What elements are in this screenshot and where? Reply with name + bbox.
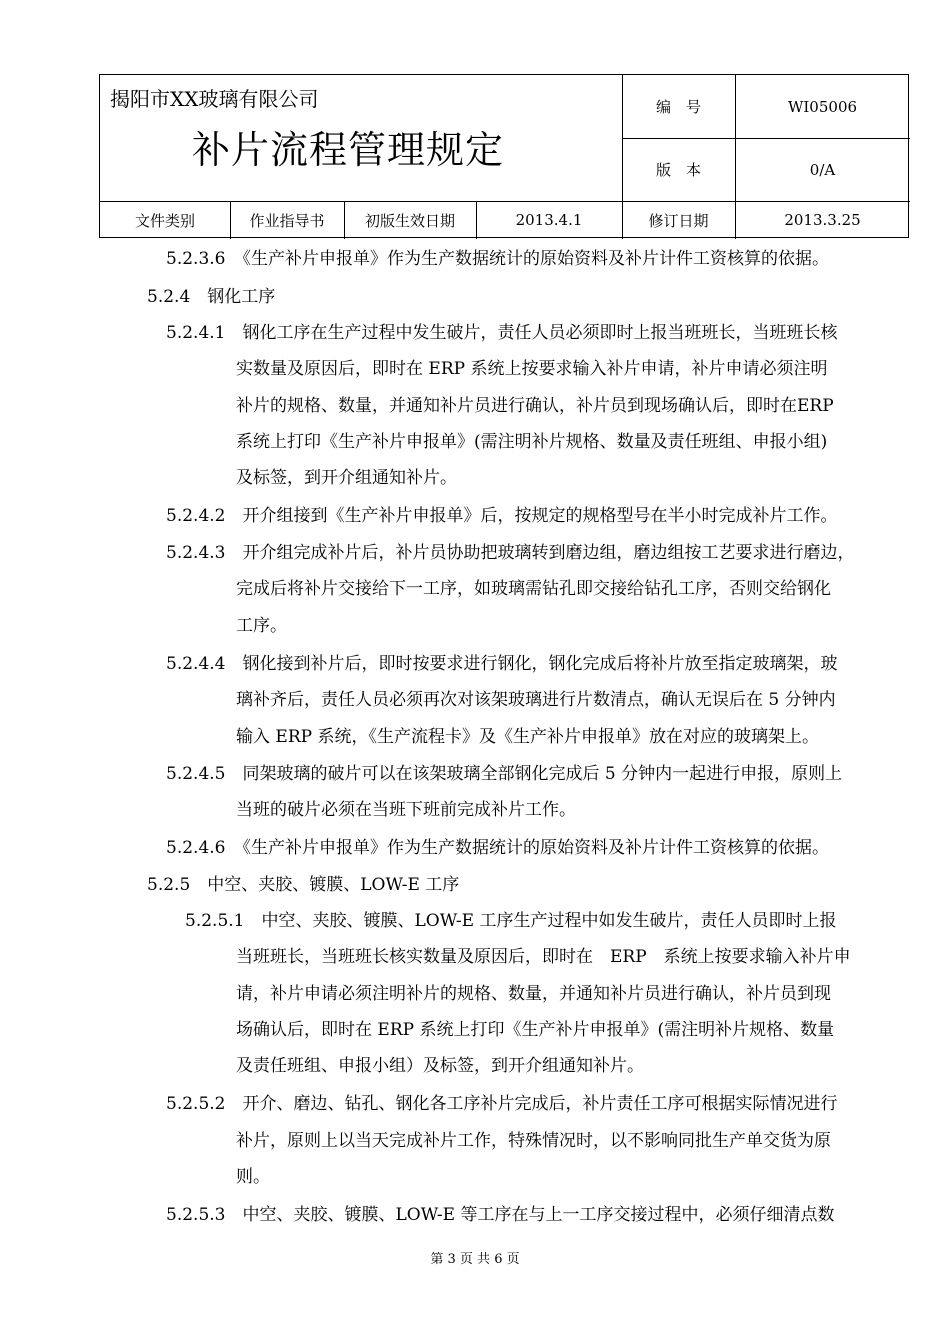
company-name: 揭阳市XX玻璃有限公司 [110,87,319,111]
paragraph-line: 5.2.3.6 《生产补片申报单》作为生产数据统计的原始资料及补片计件工资核算的依据。 [166,249,829,269]
paragraph-line: 则。 [236,1167,270,1187]
paragraph-line: 系统上打印《生产补片申报单》(需注明补片规格、数量及责任班组、申报小组) [236,432,828,452]
paragraph-line: 当班班长，当班班长核实数量及原因后，即时在 ERP 系统上按要求输入补片申 [236,947,851,967]
paragraph-line: 完成后将补片交接给下一工序，如玻璃需钻孔即交接给钻孔工序，否则交给钢化 [236,579,831,599]
paragraph-line: 补片的规格、数量，并通知补片员进行确认，补片员到现场确认后，即时在ERP [236,396,834,416]
paragraph-line: 及标签，到开介组通知补片。 [236,468,457,488]
paragraph-line: 5.2.4.6 《生产补片申报单》作为生产数据统计的原始资料及补片计件工资核算的依据。 [166,838,829,858]
paragraph-line: 5.2.4.3 开介组完成补片后，补片员协助把玻璃转到磨边组，磨边组按工艺要求进行磨边， [166,543,855,563]
effective-date-value: 2013.4.1 [515,211,583,229]
category-label: 文件类别 [134,211,195,230]
paragraph-line: 5.2.4.2 开介组接到《生产补片申报单》后，按规定的规格型号在半小时完成补片工作。 [166,506,838,526]
category-value: 作业指导书 [249,211,325,230]
version-value: 0/A [809,160,836,179]
paragraph-line: 璃补齐后，责任人员必须再次对该架玻璃进行片数清点，确认无误后在 5 分钟内 [236,690,836,710]
page-number-footer: 第 3 页 共 6 页 [430,1252,520,1267]
paragraph-line: 5.2.5.2 开介、磨边、钻孔、钢化各工序补片完成后，补片责任工序可根据实际情况进行 [166,1094,838,1114]
paragraph-line: 5.2.4.1 钢化工序在生产过程中发生破片，责任人员必须即时上报当班班长，当班班长核 [166,323,838,343]
document-title: 补片流程管理规定 [192,128,505,172]
paragraph-line: 5.2.4.5 同架玻璃的破片可以在该架玻璃全部钢化完成后 5 分钟内一起进行申报，原则上 [166,764,843,784]
section-heading: 5.2.5 中空、夹胶、镀膜、LOW-E 工序 [147,875,460,895]
code-value: WI05006 [787,97,858,116]
paragraph-line: 及责任班组、申报小组）及标签，到开介组通知补片。 [236,1056,644,1076]
code-label: 编 号 [655,98,701,116]
paragraph-line: 5.2.4.4 钢化接到补片后，即时按要求进行钢化，钢化完成后将补片放至指定玻璃架，玻 [166,654,838,674]
paragraph-line: 输入 ERP 系统，《生产流程卡》及《生产补片申报单》放在对应的玻璃架上。 [236,727,819,747]
effective-date-label: 初版生效日期 [364,211,455,230]
paragraph-line: 补片，原则上以当天完成补片工作，特殊情况时，以不影响同批生产单交货为原 [236,1131,831,1151]
paragraph-line: 场确认后，即时在 ERP 系统上打印《生产补片申报单》(需注明补片规格、数量 [236,1020,835,1040]
paragraph-line: 实数量及原因后，即时在 ERP 系统上按要求输入补片申请，补片申请必须注明 [236,359,828,379]
paragraph-line: 5.2.5.3 中空、夹胶、镀膜、LOW-E 等工序在与上一工序交接过程中，必须仔细清点数 [166,1205,835,1225]
section-heading: 5.2.4 钢化工序 [147,287,276,307]
document-header-table [99,74,909,238]
revision-date-value: 2013.3.25 [784,211,861,229]
paragraph-line: 请，补片申请必须注明补片的规格、数量，并通知补片员进行确认，补片员到现 [236,984,831,1004]
paragraph-line: 当班的破片必须在当班下班前完成补片工作。 [236,800,576,820]
paragraph-line: 工序。 [236,616,287,636]
version-label: 版 本 [655,161,701,179]
revision-date-label: 修订日期 [648,211,709,230]
paragraph-line: 5.2.5.1 中空、夹胶、镀膜、LOW-E 工序生产过程中如发生破片，责任人员即时上报 [185,911,837,931]
